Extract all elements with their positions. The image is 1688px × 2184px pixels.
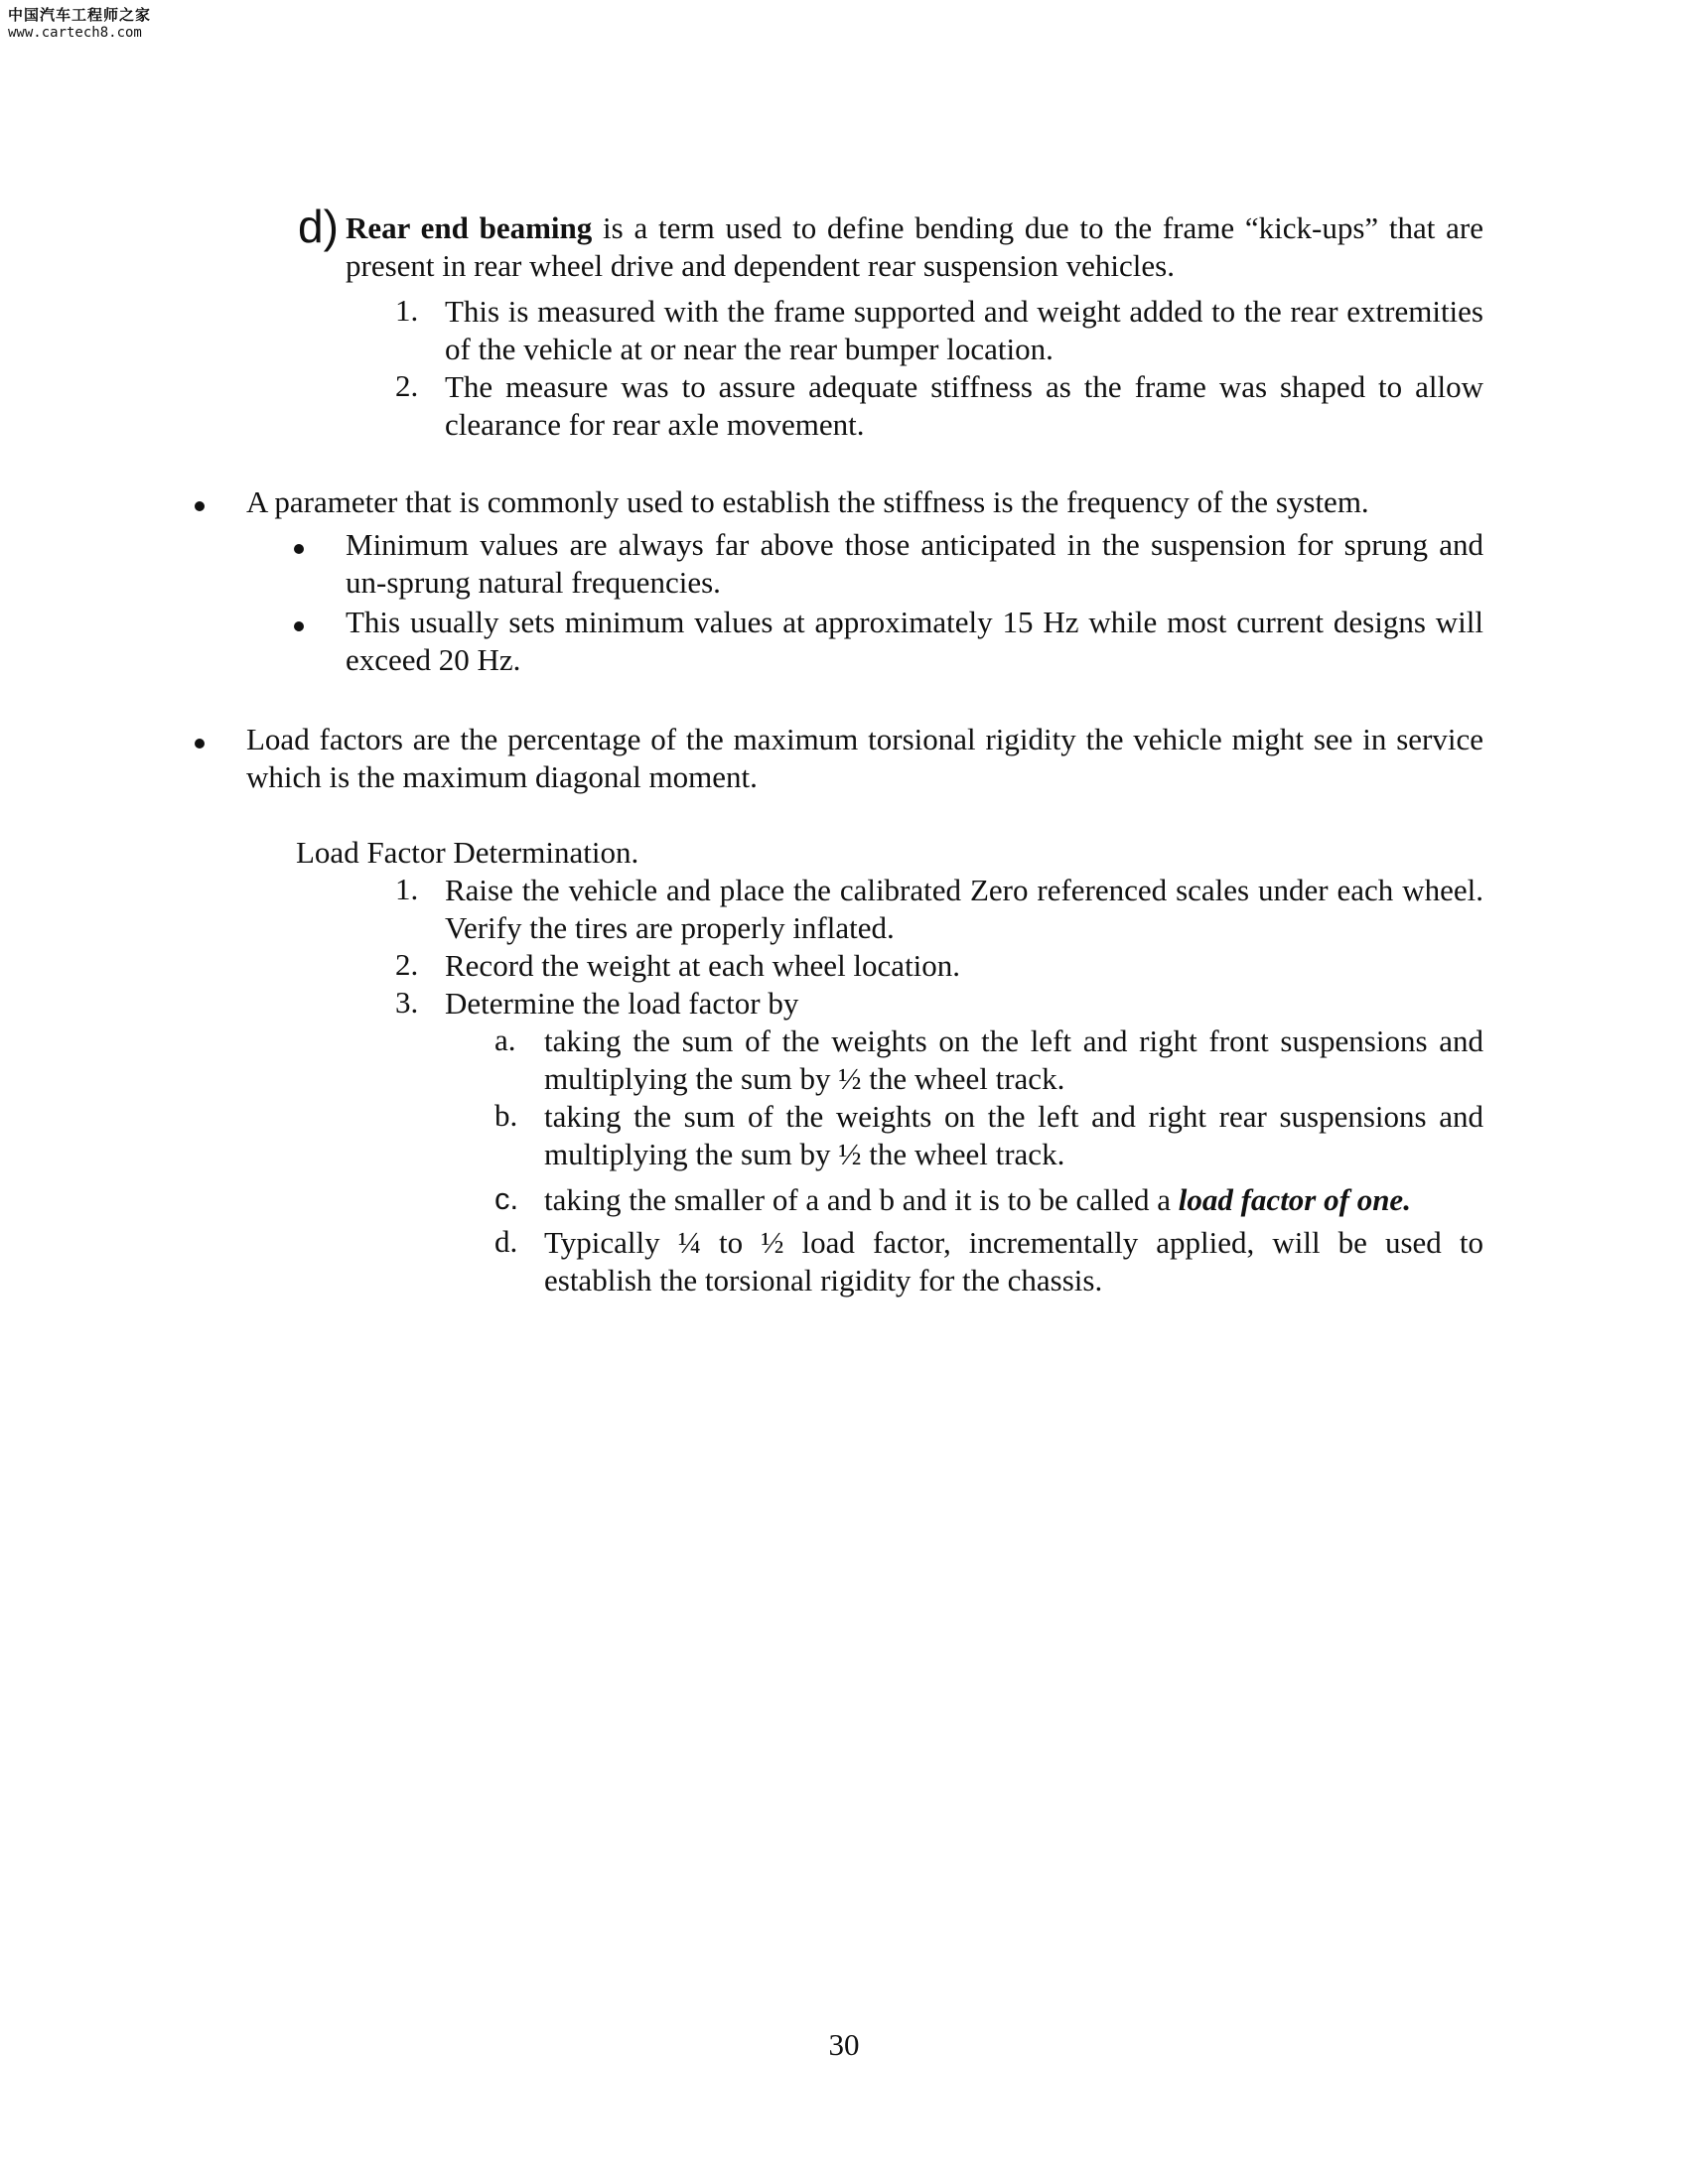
watermark	[8, 6, 151, 42]
substep-c-text: taking the smaller of a and b and it is to be called a	[544, 1182, 1179, 1217]
bullet-icon	[195, 483, 205, 519]
step-3-marker: 3.	[395, 985, 419, 1020]
step-2-marker: 2.	[395, 947, 419, 982]
step-1-marker: 1.	[395, 872, 419, 906]
section-d-item-1-text: This is measured with the frame supported and weight added to the rear extremities of the vehicle at or near the rear bumper location.	[445, 294, 1483, 366]
load-factor-heading: Load Factor Determination.	[296, 835, 639, 870]
section-d-text: is a term used to define bending due to the frame “kick-ups” that are present in rear wheel drive and dependent rear suspension vehicles.	[346, 210, 1483, 283]
page-number: 30	[828, 2027, 860, 2062]
substep-c-marker: c.	[494, 1181, 519, 1216]
section-d-item-1-marker: 1.	[395, 293, 419, 328]
bullet-frequency-text: A parameter that is commonly used to establish the stiffness is the frequency of the system.	[246, 484, 1369, 519]
bullet-frequency-item-1: Minimum values are always far above those anticipated in the suspension for sprung and un-sprung natural frequencies.	[346, 527, 1483, 600]
step-3-text: Determine the load factor by	[445, 986, 799, 1021]
bullet-frequency-item-2: This usually sets minimum values at approximately 15 Hz while most current designs will exceed 20 Hz.	[346, 605, 1483, 677]
bullet-icon	[195, 721, 205, 756]
substep-c-paragraph	[544, 1181, 1483, 1219]
step-1-text: Raise the vehicle and place the calibrated Zero referenced scales under each wheel. Verify the tires are properly inflated.	[445, 873, 1483, 945]
step-2-text: Record the weight at each wheel location.	[445, 948, 961, 983]
watermark-title: 中国汽车工程师之家	[8, 6, 152, 24]
section-d-term: Rear end beaming	[346, 210, 593, 245]
watermark-url: www.cartech8.com	[8, 24, 142, 41]
bullet-icon	[294, 526, 304, 562]
substep-d-marker: d.	[494, 1224, 518, 1259]
bullet-icon	[294, 604, 304, 639]
substep-d-text: Typically ¼ to ½ load factor, incrementally applied, will be used to establish the torsional rigidity for the chassis.	[544, 1225, 1483, 1297]
substep-a-text: taking the sum of the weights on the left and right front suspensions and multiplying the sum by ½ the wheel track.	[544, 1024, 1483, 1096]
substep-c-emphasis: load factor of one.	[1178, 1182, 1411, 1217]
section-d-marker: d)	[298, 201, 339, 252]
bullet-load-factors-text: Load factors are the percentage of the maximum torsional rigidity the vehicle might see in service which is the maximum diagonal moment.	[246, 722, 1483, 794]
section-d-paragraph	[346, 209, 1483, 285]
substep-b-marker: b.	[494, 1098, 518, 1133]
section-d-item-2-marker: 2.	[395, 368, 419, 403]
section-d-item-2-text: The measure was to assure adequate stiffness as the frame was shaped to allow clearance for rear axle movement.	[445, 369, 1483, 442]
substep-a-marker: a.	[494, 1023, 516, 1057]
substep-b-text: taking the sum of the weights on the left and right rear suspensions and multiplying the sum by ½ the wheel track.	[544, 1099, 1483, 1171]
